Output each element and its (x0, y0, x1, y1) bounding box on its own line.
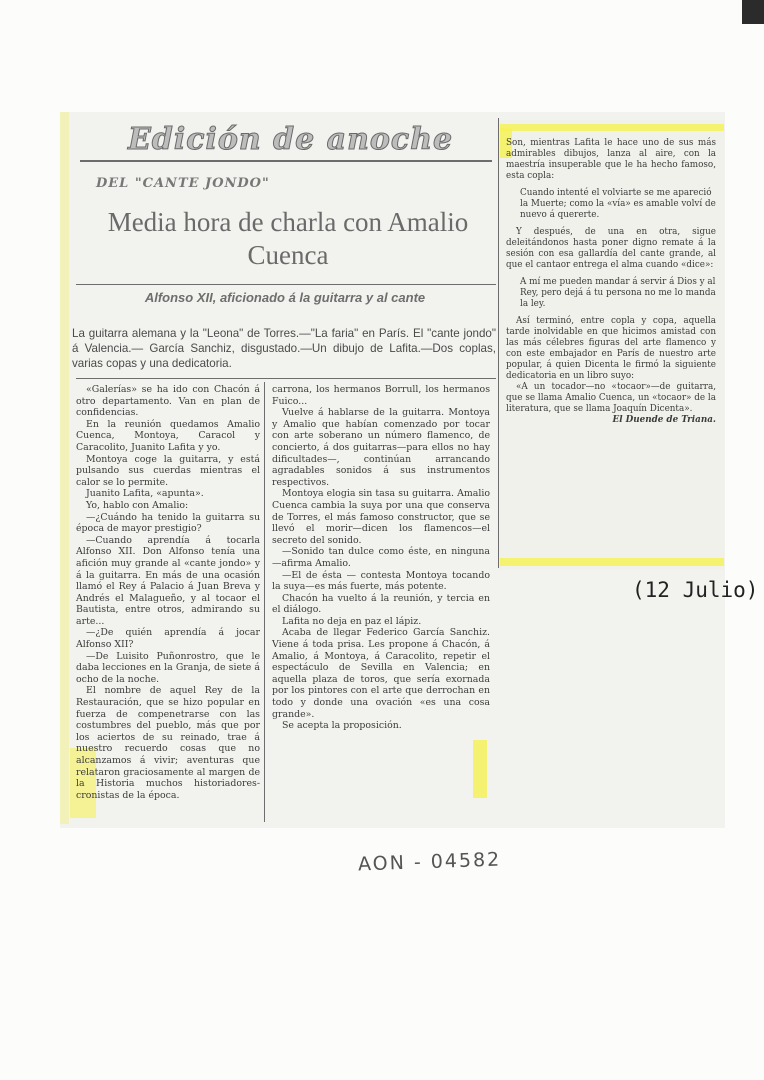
headline-rule (76, 284, 496, 285)
paragraph: Y después, de una en otra, sigue deleitándonos hasta poner digno remate á la sesión con esa gallardía del cante grande, al que el cantaor entrega el alma cuando «dice»: (506, 227, 716, 270)
article-summary: La guitarra alemana y la "Leona" de Torres.—"La faria" en París. El "cante jondo" á Valencia.— García Sanchiz, disgustado.—Un dibujo de Lafita.—Dos coplas, varias copas y una dedicatoria. (72, 327, 496, 370)
paragraph: Acaba de llegar Federico García Sanchiz. Viene á toda prisa. Les propone á Chacón, á Amalio, á Montoya, á Caracolito, repetir el espectáculo de Sevilla en Valencia; en aquella plaza de toros, que sería exornada por los pintores con el arte que derrochan en todo y donde una ovación «es una cosa grande». (272, 627, 490, 720)
author-signature: El Duende de Triana. (612, 415, 716, 425)
highlight-bottom (500, 558, 724, 566)
highlight-left-edge (60, 112, 69, 824)
article-column-2 (272, 384, 490, 732)
summary-rule (76, 378, 496, 379)
article-headline: Media hora de charla con Amalio Cuenca (107, 207, 469, 270)
section-title: DEL "CANTE JONDO" (96, 176, 270, 191)
archive-code: AON - 04582 (357, 848, 502, 876)
paragraph: Montoya elogia sin tasa su guitarra. Amalio Cuenca cambia la suya por una que conserva de Torres, el más famoso constructor, que se llevó el morir—dicen los flamencos—el secreto del sonido. (272, 488, 490, 546)
paragraph: —Sonido tan dulce como éste, en ninguna—afirma Amalio. (272, 546, 490, 569)
paragraph: —De Luisito Puñonrostro, que le daba lecciones en la Granja, de siete á ocho de la noche. (76, 650, 260, 685)
copla-verse-1: Cuando intenté el volviarte se me apareció la Muerte; como la «vía» es amable volví de nuevo á quererte. (520, 188, 716, 220)
column-rule-right (498, 118, 499, 568)
dedication: «A un tocador—no «tocaor»—de guitarra, que se llama Amalio Cuenca, un «tocaor» de la literatura, que se llama Joaquín Dicenta». (506, 382, 716, 414)
paragraph: Así terminó, entre copla y copa, aquella tarde inolvidable en que hicimos amistad con las más célebres figuras del arte flamenco y con este embajador en París de nuestro arte popular, á quien Dicenta le firmó la siguiente dedicatoria en un libro suyo: (506, 316, 716, 381)
paragraph: El nombre de aquel Rey de la Restauración, que se hizo popular en fuerza de compenetrarse con las costumbres del pueblo, más que por los aciertos de su reinado, trae á nuestro recuerdo cosas que no alcanzamos á vivir; aventuras que relataron graciosamente al margen de la Historia muchos historiadores-cronistas de la época. (76, 685, 260, 801)
copla-verse-2: A mí me pueden mandar á servir á Dios y al Rey, pero dejá á tu persona no me lo manda la ley. (520, 277, 716, 309)
handwritten-date-note: (12 Julio) (632, 578, 759, 602)
column-rule-middle (264, 382, 265, 822)
paragraph: En la reunión quedamos Amalio Cuenca, Montoya, Caracol y Caracolito, Juanito Lafita y yo. (76, 418, 260, 453)
paragraph: —El de ésta — contesta Montoya tocando la suya—es más fuerte, más potente. (272, 569, 490, 593)
paragraph: Se acepta la proposición. (282, 720, 402, 732)
scan-corner-mark (742, 0, 764, 24)
paragraph: Vuelve á hablarse de la guitarra. Montoya y Amalio que habían comenzado por tocar con arte soberano un número flamenco, de concierto, á dos guitarras—para ellos no hay dificultades—, continúan arrancando agradables sonidos á sus instrumentos respectivos. (272, 407, 490, 488)
paragraph: «Galerías» se ha ido con Chacón á otro departamento. Van en plan de confidencias. (76, 384, 260, 419)
edition-title: Edición de anoche (128, 122, 454, 157)
paragraph: Lafita no deja en paz el lápiz. (282, 615, 422, 627)
highlight-col2-end (473, 740, 487, 798)
paragraph: —¿Cuándo ha tenido la guitarra su época de mayor prestigio? (76, 511, 260, 535)
header-rule (80, 160, 492, 162)
paragraph: carrona, los hermanos Borrull, los hermanos Fuico... (272, 384, 490, 407)
highlight-top (500, 124, 724, 131)
paragraph: —¿De quién aprendía á jocar Alfonso XII? (76, 627, 260, 651)
article-column-1 (76, 384, 260, 801)
paragraph: Juanito Lafita, «apunta». (86, 488, 204, 500)
paragraph: —Cuando aprendía á tocarla Alfonso XII. Don Alfonso tenía una afición muy grande al «cante jondo» y á la guitarra. En más de una ocasión llamó el Rey á Palacio á Juan Breva y Andrés el Malagueño, y al tocaor el Bautista, entre otros, admirando su arte... (76, 534, 260, 627)
paragraph: Montoya coge la guitarra, y está pulsando sus cuerdas mientras el calor se lo permite. (76, 453, 260, 488)
article-subhead: Alfonso XII, aficionado á la guitarra y al cante (144, 290, 426, 305)
paragraph: Son, mientras Lafita le hace uno de sus más admirables dibujos, lanza al aire, con la maestría insuperable que le ha hecho famoso, esta copla: (506, 138, 716, 181)
paragraph: Yo, hablo con Amalio: (86, 499, 189, 511)
article-column-3 (506, 138, 716, 426)
paragraph: Chacón ha vuelto á la reunión, y tercia en el diálogo. (272, 592, 490, 616)
